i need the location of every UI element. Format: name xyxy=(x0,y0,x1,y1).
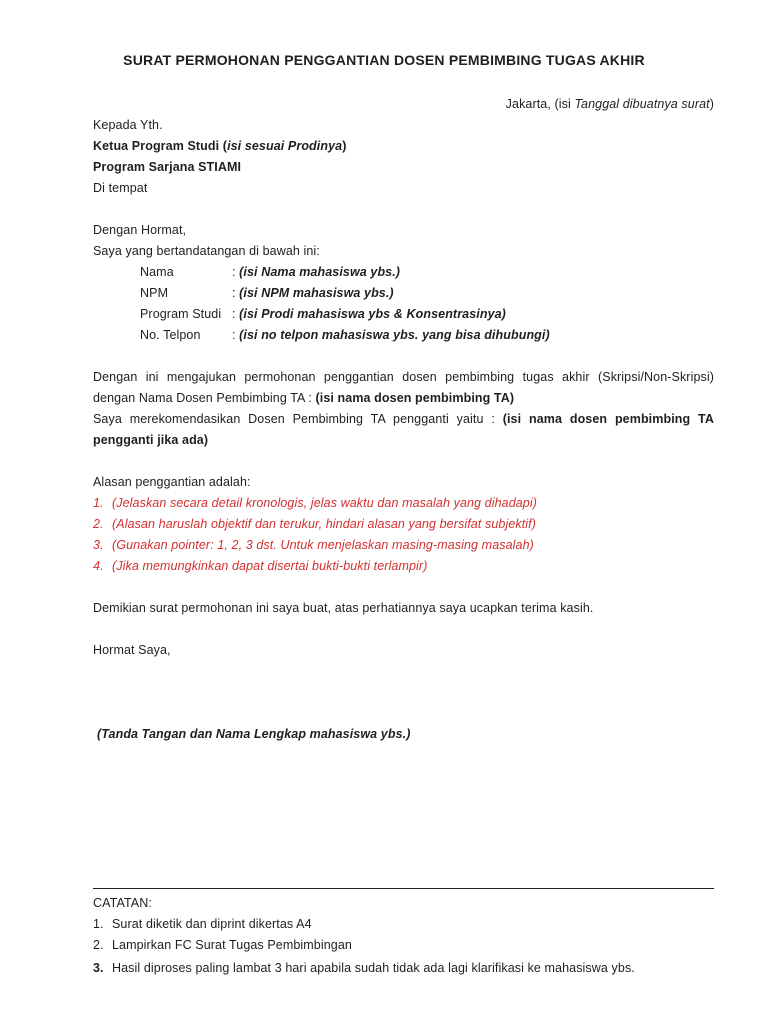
recipient-title-placeholder: isi sesuai Prodinya xyxy=(227,139,343,153)
place-date-prefix: Jakarta, (isi xyxy=(505,97,575,111)
reasons-heading: Alasan penggantian adalah: xyxy=(93,475,251,489)
field-label: Nama xyxy=(140,265,174,279)
note-number: 2. xyxy=(93,938,104,952)
reason-item xyxy=(93,516,714,532)
note-number: 1. xyxy=(93,917,104,931)
field-placeholder: (isi no telpon mahasiswa ybs. yang bisa dihubungi) xyxy=(239,328,550,342)
field-value xyxy=(232,306,506,322)
reason-number: 3. xyxy=(93,538,104,552)
place-date-placeholder: Tanggal dibuatnya surat xyxy=(574,97,710,111)
note-item xyxy=(93,916,714,932)
recommendation-line-1 xyxy=(93,411,714,427)
field-row-nama xyxy=(93,264,714,280)
closing-text: Demikian surat permohonan ini saya buat, atas perhatiannya saya ucapkan terima kasih. xyxy=(93,601,594,615)
recommendation-prefix: Saya merekomendasikan Dosen Pembimbing TA pengganti yaitu : xyxy=(93,412,503,426)
recommendation-line-2: pengganti jika ada) xyxy=(93,433,209,447)
place-date xyxy=(93,96,714,112)
field-placeholder: (isi Nama mahasiswa ybs.) xyxy=(239,265,401,279)
field-separator: : xyxy=(232,265,240,279)
reason-text: (Jika memungkinkan dapat disertai bukti-bukti terlampir) xyxy=(112,559,428,573)
notes-divider xyxy=(93,888,714,889)
new-advisor-placeholder: (isi nama dosen pembimbing TA xyxy=(502,412,714,426)
request-line-2-prefix: dengan Nama Dosen Pembimbing TA : xyxy=(93,391,316,405)
note-item xyxy=(93,937,714,953)
place-date-suffix: ) xyxy=(709,97,714,111)
note-item xyxy=(93,960,714,976)
field-separator: : xyxy=(232,328,240,342)
request-line-2 xyxy=(93,390,714,406)
notes-heading: CATATAN: xyxy=(93,896,152,910)
signature-placeholder: (Tanda Tangan dan Nama Lengkap mahasiswa ybs.) xyxy=(97,727,411,741)
field-separator: : xyxy=(232,307,240,321)
reason-text: (Jelaskan secara detail kronologis, jelas waktu dan masalah yang dihadapi) xyxy=(112,496,538,510)
field-placeholder: (isi Prodi mahasiswa ybs & Konsentrasinya) xyxy=(239,307,506,321)
note-number: 3. xyxy=(93,961,104,975)
letter-title: SURAT PERMOHONAN PENGGANTIAN DOSEN PEMBIMBING TUGAS AKHIR xyxy=(123,52,645,68)
field-separator: : xyxy=(232,286,240,300)
note-text: Hasil diproses paling lambat 3 hari apabila sudah tidak ada lagi klarifikasi ke mahasiswa ybs. xyxy=(112,961,635,975)
note-text: Surat diketik dan diprint dikertas A4 xyxy=(112,917,312,931)
reason-number: 2. xyxy=(93,517,104,531)
reason-item xyxy=(93,495,714,511)
field-label: NPM xyxy=(140,286,169,300)
reason-number: 4. xyxy=(93,559,104,573)
recipient-title-suffix: ) xyxy=(342,139,347,153)
field-placeholder: (isi NPM mahasiswa ybs.) xyxy=(239,286,394,300)
request-line-1: Dengan ini mengajukan permohonan penggantian dosen pembimbing tugas akhir (Skripsi/Non-Skripsi) xyxy=(93,370,714,384)
recipient-place: Di tempat xyxy=(93,181,148,195)
reason-text: (Gunakan pointer: 1, 2, 3 dst. Untuk menjelaskan masing-masing masalah) xyxy=(112,538,534,552)
reason-text: (Alasan haruslah objektif dan terukur, hindari alasan yang bersifat subjektif) xyxy=(112,517,537,531)
current-advisor-placeholder: (isi nama dosen pembimbing TA) xyxy=(315,391,515,405)
field-value xyxy=(232,264,400,280)
field-label: Program Studi xyxy=(140,307,222,321)
recipient-title xyxy=(93,138,714,154)
field-row-program-studi xyxy=(93,306,714,322)
field-value xyxy=(232,285,394,301)
intro-text: Saya yang bertandatangan di bawah ini: xyxy=(93,244,320,258)
note-text: Lampirkan FC Surat Tugas Pembimbingan xyxy=(112,938,352,952)
field-row-npm xyxy=(93,285,714,301)
recipient-title-prefix: Ketua Program Studi ( xyxy=(93,139,228,153)
reason-item xyxy=(93,558,714,574)
field-label: No. Telpon xyxy=(140,328,201,342)
recipient-salutation: Kepada Yth. xyxy=(93,118,163,132)
field-row-telpon xyxy=(93,327,714,343)
field-value xyxy=(232,327,550,343)
greeting: Dengan Hormat, xyxy=(93,223,187,237)
regards-text: Hormat Saya, xyxy=(93,643,171,657)
reason-number: 1. xyxy=(93,496,104,510)
reason-item xyxy=(93,537,714,553)
recipient-program: Program Sarjana STIAMI xyxy=(93,160,242,174)
